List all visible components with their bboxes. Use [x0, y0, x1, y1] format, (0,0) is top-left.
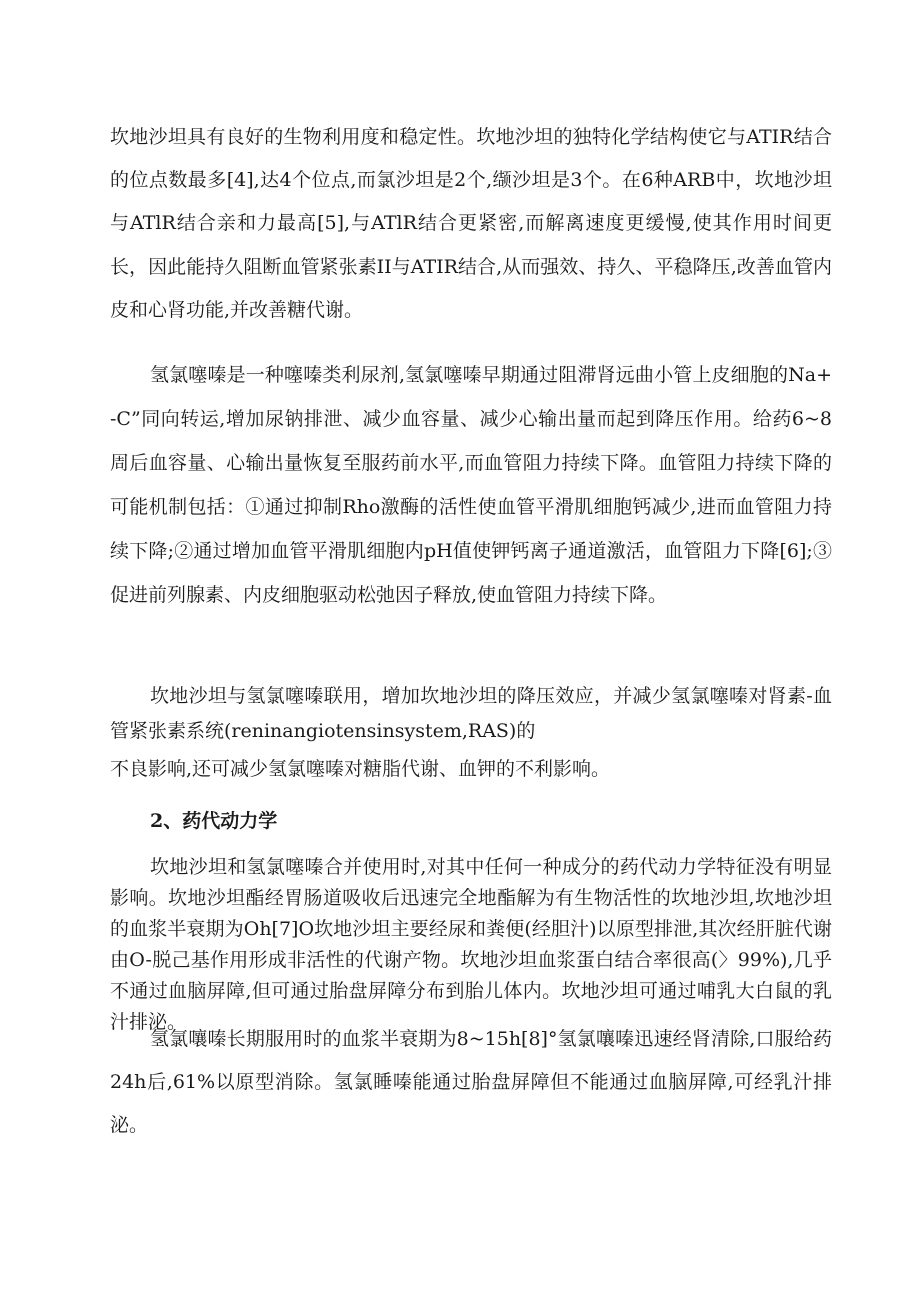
paragraph-combination-effect-continued: 不良影响,还可减少氢氯噻嗪对糖脂代谢、血钾的不利影响。	[110, 758, 611, 780]
paragraph-hydrochlorothiazide-mechanism: 氢氯噻嗪是一种噻嗪类利尿剂,氢氯噻嗪早期通过阻滞肾远曲小管上皮细胞的Na+-C”同向转运,增加尿钠排泄、减少血容量、减少心输出量而起到降压作用。给药6~8周后血容量、心输出量恢复至服药前水平,而血管阻力持续下降。血管阻力持续下降的可能机制包括：①通过抑制Rho激酶的活性使血管平滑肌细胞钙减少,进而血管阻力持续下降;②通过增加血管平滑肌细胞内pH值使钾钙离子通道激活，血管阻力下降[6];③促进前列腺素、内皮细胞驱动松弛因子释放,使血管阻力持续下降。	[110, 364, 832, 606]
paragraph-candesartan-pharmacokinetics: 坎地沙坦和氢氯噻嗪合并使用时,对其中任何一种成分的药代动力学特征没有明显影响。坎地沙坦酯经胃肠道吸收后迅速完全地酯解为有生物活性的坎地沙坦,坎地沙坦的血浆半衰期为Oh[7]O坎地沙坦主要经尿和粪便(经胆汁)以原型排泄,其次经肝脏代谢由O-脱己基作用形成非活性的代谢产物。坎地沙坦血浆蛋白结合率很高(〉99%),几乎不通过血脑屏障,但可通过胎盘屏障分布到胎儿体内。坎地沙坦可通过哺乳大白鼠的乳汁排泌。	[110, 856, 832, 1033]
section-heading-pharmacokinetics: 2、药代动力学	[150, 810, 278, 832]
paragraph-hydrochlorothiazide-pharmacokinetics: 氢氯嚷嗪长期服用时的血浆半衰期为8~15h[8]°氢氯嚷嗪迅速经肾清除,口服给药24h后,61%以原型消除。氢氯睡嗪能通过胎盘屏障但不能通过血脑屏障,可经乳汁排泌。	[110, 1028, 832, 1136]
paragraph-combination-effect: 坎地沙坦与氢氯噻嗪联用，增加坎地沙坦的降压效应，并减少氢氯噻嗪对肾素-血管紧张素系统(reninangiotensinsystem,RAS)的	[110, 685, 832, 742]
paragraph-candesartan-properties: 坎地沙坦具有良好的生物利用度和稳定性。坎地沙坦的独特化学结构使它与ATIR结合的位点数最多[4],达4个位点,而氯沙坦是2个,缬沙坦是3个。在6种ARB中，坎地沙坦与ATlR结合亲和力最高[5],与ATlR结合更紧密,而解离速度更缓慢,使其作用时间更长，因此能持久阻断血管紧张素II与ATIR结合,从而强效、持久、平稳降压,改善血管内皮和心肾功能,并改善糖代谢。	[110, 126, 832, 321]
